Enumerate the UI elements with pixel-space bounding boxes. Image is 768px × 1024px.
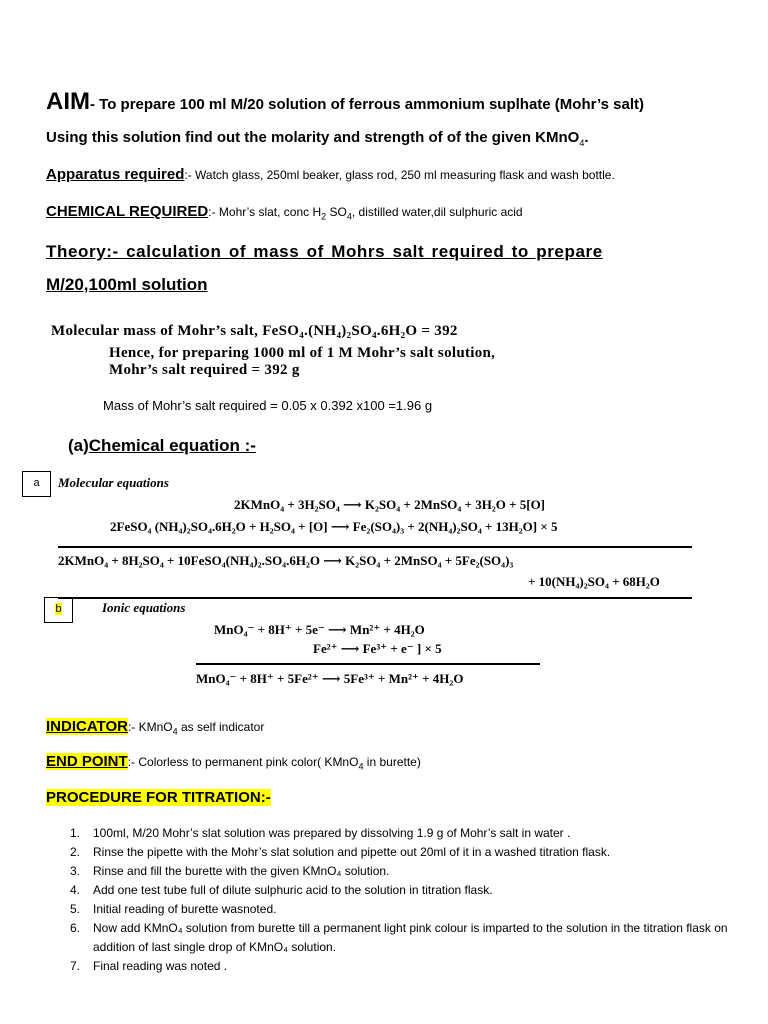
ionic-equation-1: MnO₄⁻ + 8H⁺ + 5e⁻ ⟶ Mn²⁺ + 4H₂O: [214, 622, 425, 637]
molecular-net-equation: 2KMnO₄ + 8H₂SO₄ + 10FeSO₄(NH₄)₂.SO₄.6H₂O ⟶ K₂SO₄ + 2MnSO₄ + 5Fe₂(SO₄)₃: [58, 553, 514, 568]
aim-line-2-sub: 4: [579, 138, 585, 148]
chemical-required-text-a: :- Mohr’s slat, conc H: [208, 205, 322, 219]
step-text: Rinse and fill the burette with the given KMnO₄ solution.: [93, 864, 390, 878]
apparatus-label: Apparatus required: [46, 166, 185, 183]
aim-text: - To prepare 100 ml M/20 solution of ferrous ammonium suplhate (Mohr’s salt): [90, 96, 644, 113]
step-text: Now add KMnO₄ solution from burette till a permanent light pink colour is imparted to the solution in the titration flask on addition of last single drop of KMnO₄ solution.: [93, 921, 728, 954]
molecular-mass-line-2: Hence, for preparing 1000 ml of 1 M Mohr’s salt solution,: [109, 345, 496, 361]
molecular-mass-line-3: Mohr’s salt required = 392 g: [109, 362, 300, 378]
step-number: 4.: [70, 883, 81, 897]
chemical-equation-label: Chemical equation :-: [88, 436, 256, 455]
procedure-step: [64, 824, 743, 843]
procedure-list: [64, 824, 743, 976]
chemical-required-sub-a: 2: [321, 211, 327, 222]
ionic-equations-heading: Ionic equations: [102, 600, 186, 615]
step-text: Final reading was noted .: [93, 959, 228, 973]
step-text: 100ml, M/20 Mohr’s slat solution was prepared by dissolving 1.9 g of Mohr’s salt in water .: [93, 826, 571, 840]
section-b-box-label: b: [55, 603, 62, 615]
step-number: 3.: [70, 864, 81, 878]
step-number: 6.: [70, 921, 81, 935]
section-a-box: [22, 471, 51, 497]
section-b-box: [44, 597, 73, 623]
chemical-required-text-c: , distilled water,dil sulphuric acid: [351, 205, 523, 219]
procedure-step: [64, 957, 743, 976]
indicator-label: INDICATOR: [46, 718, 128, 735]
step-text: Initial reading of burette wasnoted.: [93, 902, 277, 916]
procedure-step: [64, 919, 743, 957]
ionic-sum-rule: [196, 663, 540, 665]
ionic-net-equation: MnO₄⁻ + 8H⁺ + 5Fe²⁺ ⟶ 5Fe³⁺ + Mn²⁺ + 4H₂O: [196, 671, 464, 686]
step-number: 5.: [70, 902, 81, 916]
procedure-step: [64, 900, 743, 919]
chemical-required-text-b: SO: [326, 205, 347, 219]
molecular-bottom-rule: [58, 597, 692, 599]
indicator-text-a: :- KMnO: [127, 720, 173, 734]
indicator-sub: 4: [172, 726, 178, 737]
aim-line-2: [46, 129, 589, 148]
chemical-equation-heading: [68, 436, 256, 456]
step-text: Rinse the pipette with the Mohr’s slat solution and pipette out 20ml of it in a washed titration flask.: [93, 845, 611, 859]
theory-line-2: M/20,100ml solution: [46, 275, 208, 294]
end-point-sub: 4: [358, 761, 364, 772]
section-a-box-label: a: [33, 477, 40, 489]
end-point-label: END POINT: [46, 753, 128, 770]
procedure-heading-text: PROCEDURE FOR TITRATION:-: [46, 789, 271, 806]
aim-heading: [46, 88, 644, 116]
end-point-text-a: :- Colorless to permanent pink color( KMnO: [127, 755, 359, 769]
molecular-net-equation-cont: + 10(NH₄)₂SO₄ + 68H₂O: [528, 574, 660, 589]
theory-line-1: Theory:- calculation of mass of Mohrs salt required to prepare: [46, 242, 603, 261]
aim-line-2-end: .: [584, 129, 589, 146]
apparatus-line: [46, 166, 615, 183]
end-point-line: [46, 753, 421, 771]
aim-label: AIM: [46, 88, 90, 115]
aim-line-2-text: Using this solution find out the molarity and strength of of the given KMnO: [46, 129, 580, 146]
step-number: 2.: [70, 845, 81, 859]
procedure-step: [64, 862, 743, 881]
procedure-heading: [46, 789, 271, 806]
apparatus-text: :- Watch glass, 250ml beaker, glass rod, 250 ml measuring flask and wash bottle.: [184, 168, 615, 182]
step-text: Add one test tube full of dilute sulphuric acid to the solution in titration flask.: [93, 883, 493, 897]
chemical-required-line: [46, 203, 523, 221]
chemical-equation-prefix: (a): [68, 436, 89, 455]
end-point-text-b: in burette): [363, 755, 421, 769]
chemical-required-label: CHEMICAL REQUIRED: [46, 203, 209, 220]
step-number: 1.: [70, 826, 81, 840]
step-number: 7.: [70, 959, 81, 973]
ionic-equation-2: Fe²⁺ ⟶ Fe³⁺ + e⁻ ] × 5: [313, 641, 442, 656]
indicator-text-b: as self indicator: [177, 720, 265, 734]
indicator-line: [46, 718, 264, 736]
molecular-mass-line-1: Molecular mass of Mohr’s salt, FeSO₄.(NH₄)₂SO₄.6H₂O = 392: [51, 323, 458, 339]
molecular-equation-1: 2KMnO₄ + 3H₂SO₄ ⟶ K₂SO₄ + 2MnSO₄ + 3H₂O + 5[O]: [234, 497, 546, 512]
molecular-sum-rule: [58, 546, 692, 548]
procedure-step: [64, 881, 743, 900]
mass-required-line: Mass of Mohr’s salt required = 0.05 x 0.392 x100 =1.96 g: [103, 398, 433, 413]
molecular-equations-heading: Molecular equations: [58, 475, 169, 490]
chemical-required-sub-b: 4: [346, 211, 352, 222]
molecular-equation-2: 2FeSO₄ (NH₄)₂SO₄.6H₂O + H₂SO₄ + [O] ⟶ Fe₂(SO₄)₃ + 2(NH₄)₂SO₄ + 13H₂O] × 5: [110, 519, 558, 534]
procedure-step: [64, 843, 743, 862]
